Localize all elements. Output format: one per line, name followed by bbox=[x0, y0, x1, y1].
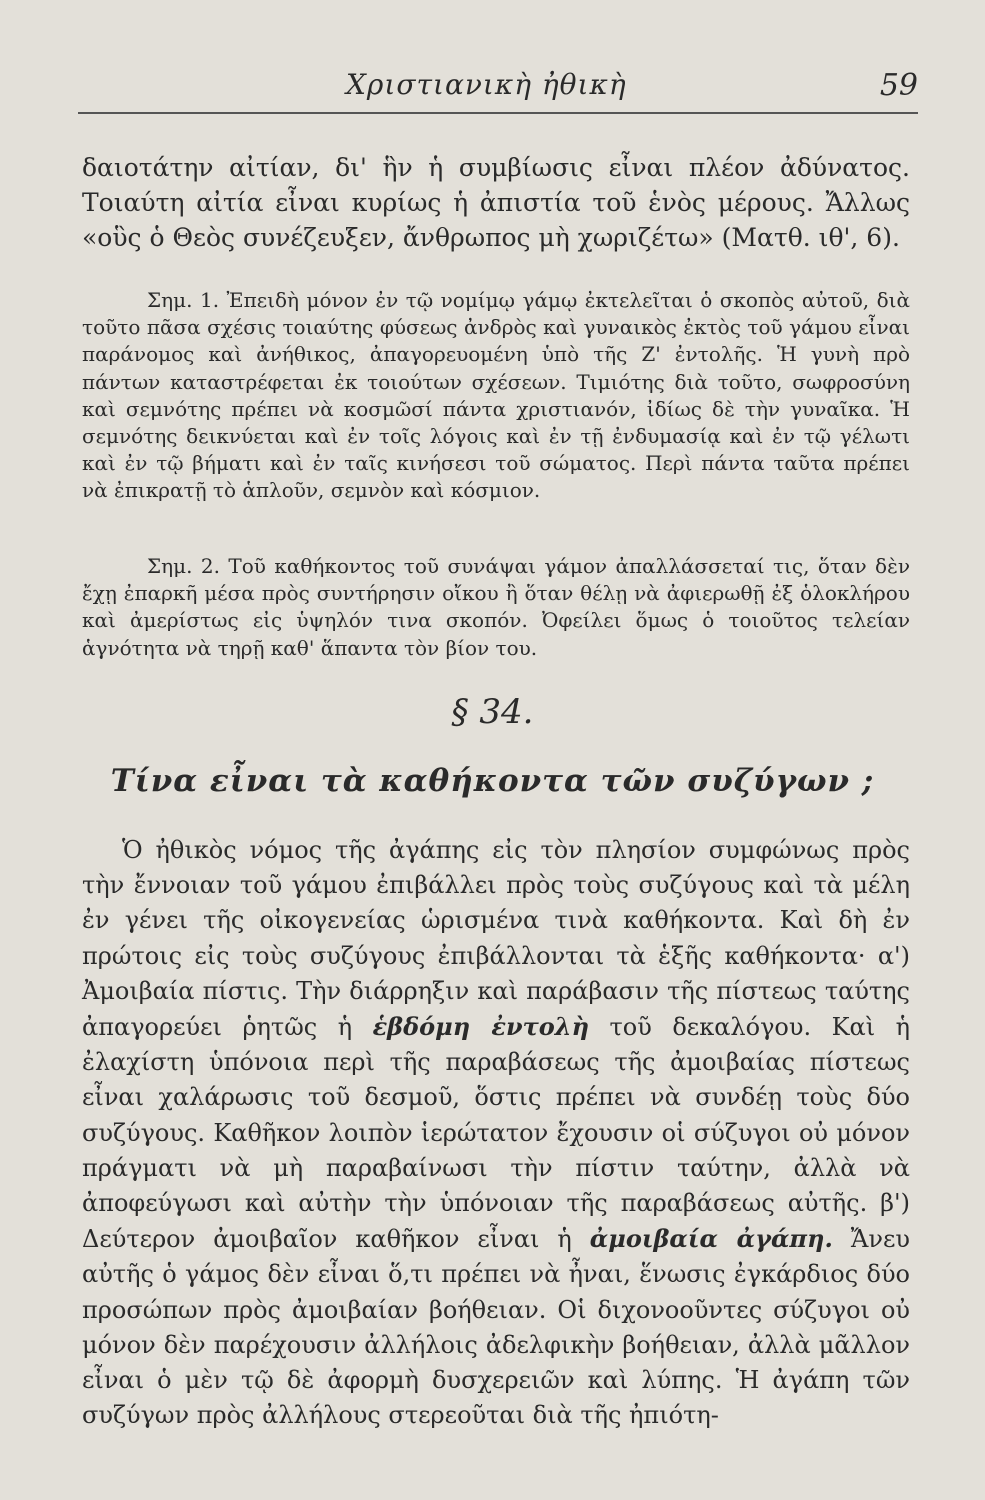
body-text-part-2: τοῦ δεκαλόγου. Καὶ ἡ ἐλαχίστη ὑπόνοια περὶ τῆς παραβάσεως τῆς ἀμοιβαίας πίστεως εἶναι χαλάρωσις τοῦ δεσμοῦ, ὅστις πρέπει νὰ συνδέῃ τοὺς δύο συζύγους. Καθῆκον λοιπὸν ἱερώτατον ἔχουσιν οἱ σύζυγοι οὐ μόνον πράγματι νὰ μὴ παραβαίνωσι τὴν πίστιν ταύτην, ἀλλὰ νὰ ἀποφεύγωσι καὶ αὐτὴν τὴν ὑπόνοιαν τῆς παραβάσεως αὐτῆς. β') Δεύτερον ἀμοιβαῖον καθῆκον εἶναι ἡ bbox=[82, 1013, 910, 1254]
section-title: Τίνα εἶναι τὰ καθήκοντα τῶν συζύγων ; bbox=[110, 763, 875, 799]
body-emphasis-seventh-commandment: ἑβδόμη ἐντολὴ bbox=[372, 1012, 590, 1042]
note-1: Σημ. 1. Ἐπειδὴ μόνον ἐν τῷ νομίμῳ γάμῳ ἐκτελεῖται ὁ σκοπὸς αὐτοῦ, διὰ τοῦτο πᾶσα σχέσις τοιαύτης φύσεως ἀνδρὸς καὶ γυναικὸς ἐκτὸς τοῦ γάμου εἶναι παράνομος καὶ ἀνήθικος, ἀπαγορευομένη ὑπὸ τῆς Ζ' ἐντολῆς. Ἡ γυνὴ πρὸ πάντων καταστρέφεται ἐκ τοιούτων σχέσεων. Τιμιότης διὰ τοῦτο, σωφροσύνη καὶ σεμνότης πρέπει νὰ κοσμῶσί πάντα χριστιανόν, ἰδίως δὲ τὴν γυναῖκα. Ἡ σεμνότης δεικνύεται καὶ ἐν τοῖς λόγοις καὶ ἐν τῇ ἐνδυμασίᾳ καὶ ἐν τῷ γέλωτι καὶ ἐν τῷ βήματι καὶ ἐν ταῖς κινήσεσι τοῦ σώματος. Περὶ πάντα ταῦτα πρέπει νὰ ἐπικρατῇ τὸ ἁπλοῦν, σεμνὸν καὶ κόσμιον. bbox=[82, 288, 910, 503]
note-2: Σημ. 2. Τοῦ καθήκοντος τοῦ συνάψαι γάμον ἀπαλλάσσεταί τις, ὅταν δὲν ἔχῃ ἐπαρκῆ μέσα πρὸς συντήρησιν οἴκου ἢ ὅταν θέλῃ νὰ ἀφιερωθῇ ἐξ ὁλοκλήρου καὶ ἀμερίστως εἰς ὑψηλόν τινα σκοπόν. Ὀφείλει ὅμως ὁ τοιοῦτος τελείαν ἁγνότητα νὰ τηρῇ καθ' ἅπαντα τὸν βίον του. bbox=[82, 554, 910, 660]
section-body-paragraph bbox=[82, 833, 910, 1433]
section-number: § 34. bbox=[451, 692, 534, 732]
body-text-part-3: Ἄνευ αὐτῆς ὁ γάμος δὲν εἶναι ὅ,τι πρέπει νὰ ἦναι, ἕνωσις ἐγκάρδιος δύο προσώπων πρὸς ἀμοιβαίαν βοήθειαν. Οἱ διχονοοῦντες σύζυγοι οὐ μόνον δὲν παρέχουσιν ἀλλήλοις ἀδελφικὴν βοήθειαν, ἀλλὰ μᾶλλον εἶναι ὁ μὲν τῷ δὲ ἀφορμὴ δυσχερειῶν καὶ λύπης. Ἡ ἀγάπη τῶν συζύγων πρὸς ἀλλήλους στερεοῦται διὰ τῆς ἠπιότη- bbox=[82, 1225, 910, 1430]
header-rule bbox=[78, 112, 918, 114]
body-emphasis-mutual-love: ἀμοιβαία ἀγάπη. bbox=[589, 1224, 833, 1254]
page-number: 59 bbox=[879, 68, 918, 103]
page-header bbox=[78, 66, 918, 116]
body-text-part-1: Ὁ ἠθικὸς νόμος τῆς ἀγάπης εἰς τὸν πλησίον συμφώνως πρὸς τὴν ἔννοιαν τοῦ γάμου ἐπιβάλλει πρὸς τοὺς συζύγους καὶ τὰ μέλη ἐν γένει τῆς οἰκογενείας ὡρισμένα τινὰ καθήκοντα. Καὶ δὴ ἐν πρώτοις εἰς τοὺς συζύγους ἐπιβάλλονται τὰ ἑξῆς καθήκοντα· α') Ἀμοιβαία πίστις. Τὴν διάρρηξιν καὶ παράβασιν τῆς πίστεως ταύτης ἀπαγορεύει ῥητῶς ἡ bbox=[82, 836, 910, 1042]
running-title: Χριστιανικὴ ἠθικὴ bbox=[346, 68, 627, 101]
paragraph-continuation: δαιοτάτην αἰτίαν, δι' ἣν ἡ συμβίωσις εἶναι πλέον ἀδύνατος. Τοιαύτη αἰτία εἶναι κυρίως ἡ ἀπιστία τοῦ ἑνὸς μέρους. Ἄλλως «οὓς ὁ Θεὸς συνέζευξεν, ἄνθρωπος μὴ χωριζέτω» (Ματθ. ιθ', 6). bbox=[82, 153, 910, 252]
